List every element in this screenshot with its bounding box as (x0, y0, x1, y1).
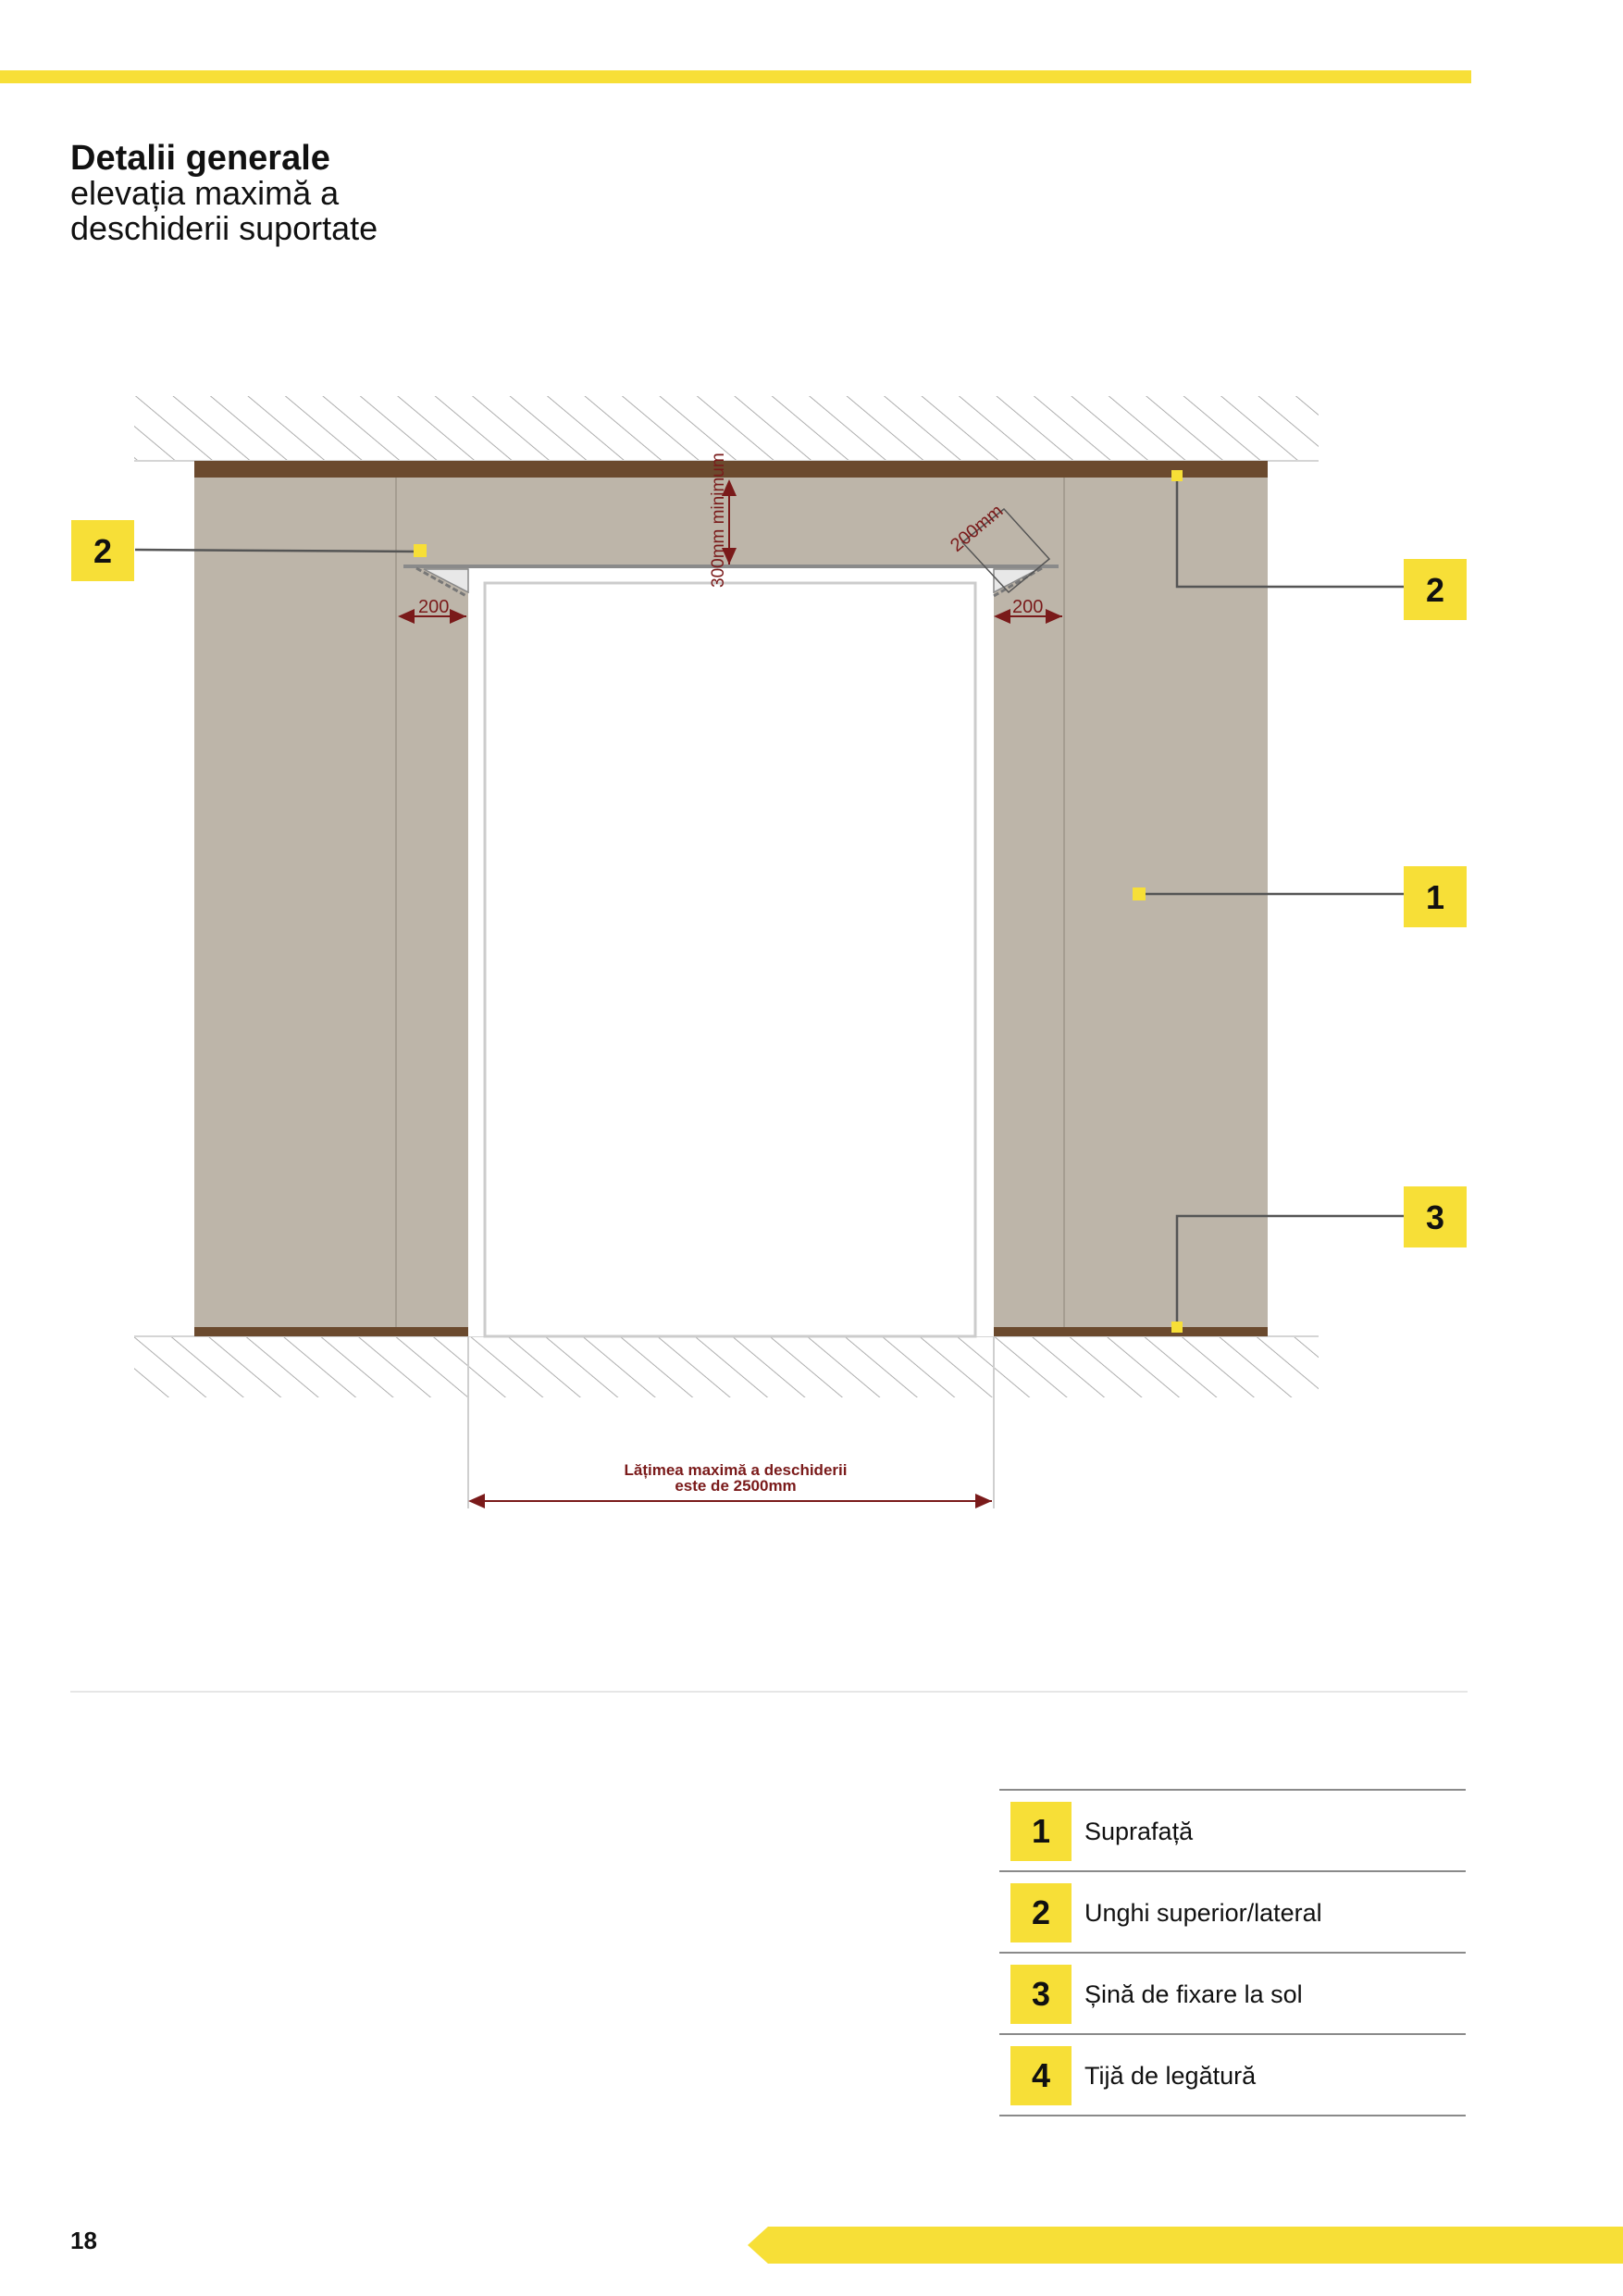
legend-row (999, 1952, 1466, 2033)
callout-badge-2-left (71, 520, 134, 581)
width-note-line-1: Lățimea maximă a deschiderii (624, 1461, 848, 1479)
callout-dot-1 (1133, 887, 1146, 900)
dim-corner-label: 200mm (947, 501, 1008, 556)
legend-row (999, 2033, 1466, 2116)
legend-row (999, 1870, 1466, 1952)
legend-number-badge: 2 (1010, 1883, 1072, 1942)
callout-badge-2-right (1404, 559, 1467, 620)
svg-text:3: 3 (1425, 1198, 1445, 1236)
floor-hatch (134, 1336, 1319, 1397)
dim-right-label: 200 (1012, 597, 1044, 617)
bottom-accent-bar (748, 2227, 1623, 2264)
callout-dot-2-left (414, 544, 427, 557)
legend-label: Șină de fixare la sol (1084, 1980, 1303, 2008)
width-note-line-2: este de 2500mm (675, 1477, 797, 1495)
svg-text:2: 2 (1425, 571, 1445, 609)
section-divider (70, 1691, 1468, 1693)
top-rail (194, 461, 1268, 478)
legend-number-badge: 1 (1010, 1802, 1072, 1861)
legend-label: Tijă de legătură (1084, 2062, 1257, 2090)
ground-track-right (994, 1327, 1268, 1336)
callout-badge-3 (1404, 1186, 1467, 1247)
legend-number-badge: 3 (1010, 1965, 1072, 2024)
callout-dot-2-right (1171, 470, 1183, 481)
title-line-3: deschiderii suportate (70, 209, 378, 247)
callout-dot-3 (1171, 1322, 1183, 1333)
legend-number-badge: 4 (1010, 2046, 1072, 2105)
page-number: 18 (70, 2227, 97, 2254)
door-frame (485, 583, 975, 1336)
ceiling-hatch (134, 396, 1319, 461)
title-line-2: elevația maximă a (70, 174, 340, 212)
dim-left-label: 200 (418, 597, 450, 617)
ground-track-left (194, 1327, 468, 1336)
svg-text:2: 2 (93, 532, 113, 570)
legend-row (999, 1789, 1466, 1870)
title-bold: Detalii generale (70, 139, 330, 178)
callout-badge-1 (1404, 866, 1467, 927)
legend-label: Suprafață (1084, 1818, 1194, 1845)
svg-text:1: 1 (1425, 878, 1445, 916)
dim-top-gap-label: 300mm minimum (709, 453, 728, 588)
legend-table (999, 1789, 1466, 2116)
legend-label: Unghi superior/lateral (1084, 1899, 1322, 1927)
